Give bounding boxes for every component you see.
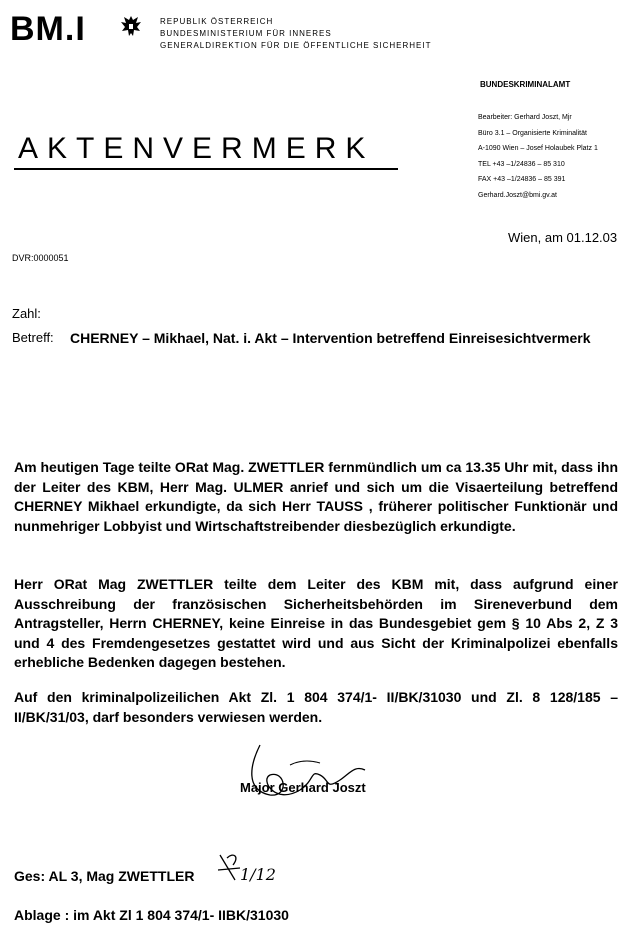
- betreff-text: CHERNEY – Mikhael, Nat. i. Akt – Intervention betreffend Einreisesichtvermerk: [70, 330, 591, 346]
- sender-contact: [478, 110, 598, 203]
- contact-line: FAX +43 –1/24836 – 85 391: [478, 176, 566, 183]
- bmi-logo: BM.I: [10, 10, 86, 48]
- body-paragraph: Auf den kriminalpolizeilichen Akt Zl. 1 804 374/1- II/BK/31030 und Zl. 8 128/185 – II/BK/31/03, darf besonders verwiesen werden.: [14, 689, 618, 725]
- body-paragraph: Am heutigen Tage teilte ORat Mag. ZWETTLER fernmündlich um ca 13.35 Uhr mit, dass ihn der Leiter des KBM, Herr Mag. ULMER anrief und sich um die Visaerteilung betreffend CHERNEY Mikhael erkundigte, da sich Herr TAUSS , früherer politischer Funktionär und nunmehriger Lobbyist und Wirtschaftstreibender diesbezüglich erkundigte.: [14, 459, 618, 534]
- ges-line: Ges: AL 3, Mag ZWETTLER: [14, 868, 195, 884]
- signature: [230, 735, 380, 810]
- ablage-line: Ablage : im Akt Zl 1 804 374/1- IIBK/31030: [14, 907, 289, 923]
- ministry-line: GENERALDIREKTION FÜR DIE ÖFFENTLICHE SICHERHEIT: [160, 41, 432, 50]
- ministry-header: [160, 16, 431, 52]
- eagle-icon: [120, 14, 142, 40]
- contact-email: Gerhard.Joszt@bmi.gv.at: [478, 191, 557, 199]
- betreff-label: Betreff:: [12, 330, 54, 345]
- contact-line: Bearbeiter: Gerhard Joszt, Mjr: [478, 114, 572, 121]
- contact-line: Büro 3.1 – Organisierte Kriminalität: [478, 129, 587, 137]
- dvr-number: DVR:0000051: [12, 253, 69, 263]
- handwritten-note: 1/12: [240, 865, 276, 884]
- contact-line: TEL +43 –1/24836 – 85 310: [478, 160, 565, 168]
- ministry-line: REPUBLIK ÖSTERREICH: [160, 17, 274, 26]
- contact-line: A-1090 Wien – Josef Holaubek Platz 1: [478, 145, 598, 152]
- title-underline: [14, 168, 398, 170]
- sender-office: BUNDESKRIMINALAMT: [480, 80, 571, 89]
- body-paragraph: Herr ORat Mag ZWETTLER teilte dem Leiter des KBM mit, dass aufgrund einer Ausschreibung der französischen Sicherheitsbehörden im Sireneverbund dem Antragsteller, Herrn CHERNEY, keine Einreise in das Bundesgebiet gem § 10 Abs 2, Z 3 und 4 des Fremdengesetzes gestattet wird und aus Sicht der Kriminalpolizei ebenfalls erhebliche Bedenken dagegen bestehen.: [14, 576, 618, 670]
- signer-name: Major Gerhard Joszt: [240, 780, 366, 795]
- document-date: Wien, am 01.12.03: [508, 230, 618, 245]
- document-title: AKTENVERMERK: [18, 132, 375, 165]
- ministry-line: BUNDESMINISTERIUM FÜR INNERES: [160, 29, 332, 38]
- zahl-label: Zahl:: [12, 306, 41, 321]
